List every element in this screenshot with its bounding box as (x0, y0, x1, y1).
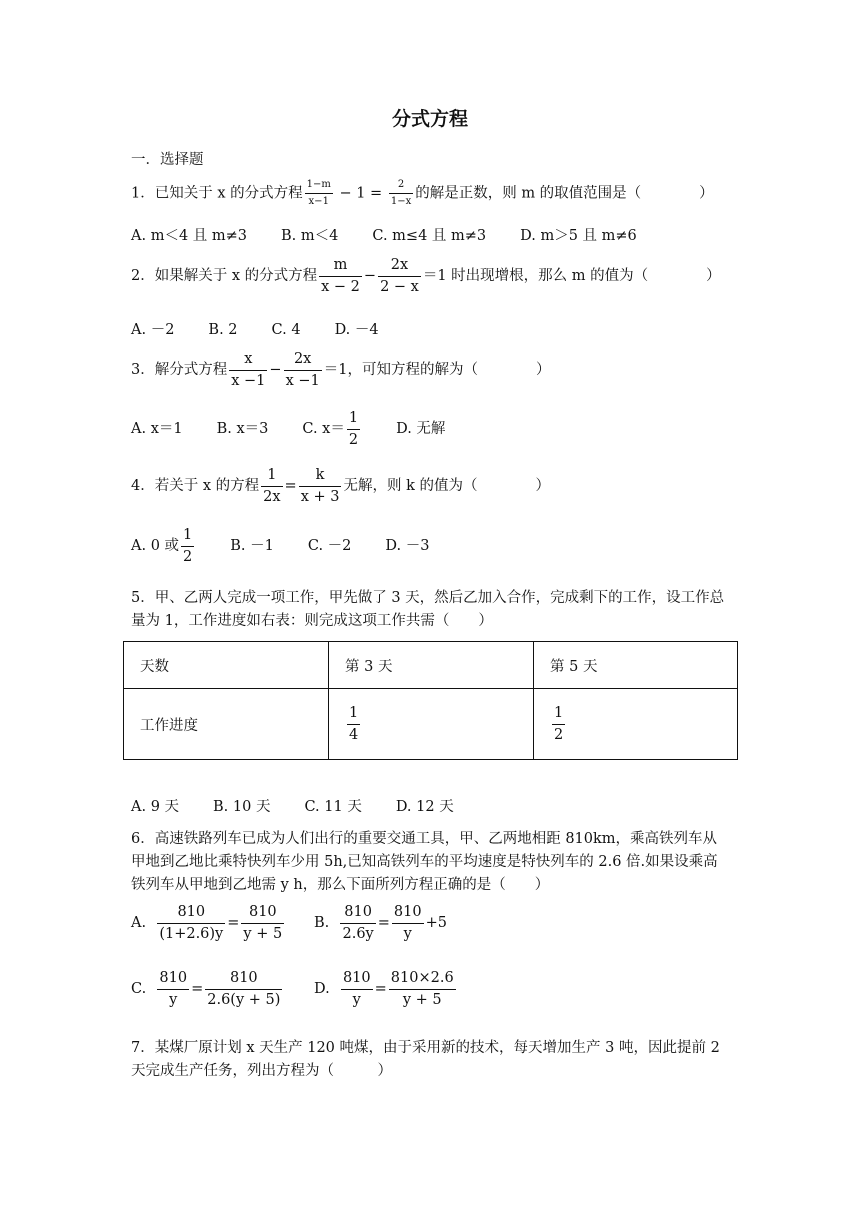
q2-option-c[interactable]: C. 4 (271, 322, 301, 338)
q2-fraction-right: $\frac{2x}{2 - x}$ (380, 257, 419, 295)
q6-a-right-fraction: $\frac{810}{y + 5}$ (243, 904, 283, 942)
question-2 (131, 258, 721, 294)
q6-option-c[interactable]: C. $\frac{810}{y}$ = $\frac{810}{2.6(y + 5)}$ (131, 970, 281, 1008)
q6-b-left-fraction: $\frac{810}{2.6y}$ (342, 904, 374, 942)
q5-option-a[interactable]: A. 9 天 (131, 799, 180, 815)
q3-option-b[interactable]: B. x＝3 (216, 421, 269, 437)
q6-option-b[interactable]: B. $\frac{810}{2.6y}$ = $\frac{810}{y}$ +5 (314, 904, 447, 942)
question-5: 5．甲、乙两人完成一项工作，甲先做了 3 天，然后乙加入合作，完成剩下的工作，设工作总量为 1，工作进度如右表：则完成这项工作共需（ ） (131, 590, 725, 629)
q2-fraction-left: $\frac{m}{x - 2}$ (321, 257, 360, 295)
q1-stem-post: 的解是正数，则 m 的取值范围是（ ） (415, 185, 714, 202)
q3-option-d[interactable]: D. 无解 (396, 421, 446, 437)
q4-option-c[interactable]: C. －2 (307, 538, 352, 554)
q4-operator: = (284, 478, 297, 494)
q1-fraction-right: $\frac{2}{1-x}$ (390, 179, 412, 207)
q3-stem-post: ＝1，可知方程的解为（ ） (323, 362, 551, 378)
q6-d-left-fraction: $\frac{810}{y}$ (342, 970, 371, 1008)
q3-option-c[interactable]: C. x＝ $\frac{1}{2}$ (302, 410, 359, 448)
q3-stem-pre: 3．解分式方程 (131, 362, 228, 378)
q3-fraction-right: $\frac{2x}{x -1}$ (285, 351, 320, 389)
q6-option-d[interactable]: D. $\frac{810}{y}$ = $\frac{810\times 2.6}{y + 5}$ (314, 970, 454, 1008)
table-cell-day5-value (534, 689, 738, 760)
q2-options (131, 318, 413, 339)
q4-fraction-left: $\frac{1}{2x}$ (263, 467, 281, 505)
table-cell-progress-label: 工作进度 (124, 689, 329, 760)
fraction-one-half: $\frac{1}{2}$ (554, 705, 564, 743)
q3-option-c-fraction: $\frac{1}{2}$ (348, 410, 359, 448)
table-header-days: 天数 (124, 642, 329, 689)
q6-c-right-fraction: $\frac{810}{2.6(y + 5)}$ (207, 970, 281, 1008)
q2-operator: − (363, 268, 377, 284)
q3-option-a[interactable]: A. x＝1 (131, 421, 183, 437)
q1-option-a[interactable]: A. m＜4 且 m≠3 (131, 228, 248, 244)
q2-stem-pre: 2．如果解关于 x 的分式方程 (131, 268, 318, 284)
q3-options (131, 411, 479, 447)
q1-options (131, 224, 671, 245)
q2-option-a[interactable]: A. －2 (131, 322, 175, 338)
q1-option-d[interactable]: D. m＞5 且 m≠6 (520, 228, 637, 244)
q4-option-a[interactable]: A. 0 或 $\frac{1}{2}$ (131, 527, 193, 565)
q4-fraction-right: $\frac{k}{x + 3}$ (300, 467, 340, 505)
q6-d-right-fraction: $\frac{810\times 2.6}{y + 5}$ (390, 970, 454, 1008)
q1-stem-pre: 1．已知关于 x 的分式方程 (131, 185, 303, 202)
question-3 (131, 352, 550, 388)
q2-option-d[interactable]: D. －4 (334, 322, 379, 338)
q6-b-right-fraction: $\frac{810}{y}$ (393, 904, 422, 942)
question-6: 6．高速铁路列车已成为人们出行的重要交通工具，甲、乙两地相距 810km，乘高铁列车从甲地到乙地比乘特快列车少用 5h,已知高铁列车的平均速度是特快列车的 2.6 倍.如果设乘高铁列车从甲地到乙地需 y h，那么下面所列方程正确的是（ ） (131, 831, 718, 893)
q4-option-d[interactable]: D. －3 (385, 538, 430, 554)
q4-stem-post: 无解，则 k 的值为（ ） (343, 478, 550, 494)
q1-fraction-left: $\frac{1-m}{x-1}$ (306, 179, 331, 207)
q6-option-a[interactable]: A. $\frac{810}{(1+2.6)y}$ = $\frac{810}{y + 5}$ (131, 904, 283, 942)
q1-stem-mid: − 1 = (334, 185, 387, 202)
q3-operator: − (269, 362, 282, 378)
question-7: 7．某煤厂原计划 x 天生产 120 吨煤，由于采用新的技术，每天增加生产 3 吨，因此提前 2 天完成生产任务，列出方程为（ ） (131, 1040, 720, 1079)
table-row (124, 689, 738, 760)
q1-option-b[interactable]: B. m＜4 (281, 228, 339, 244)
q5-option-d[interactable]: D. 12 天 (395, 799, 454, 815)
q4-option-b[interactable]: B. －1 (230, 538, 274, 554)
q1-option-c[interactable]: C. m≤4 且 m≠3 (372, 228, 487, 244)
section-heading: 一．选择题 (131, 152, 204, 168)
question-1 (131, 180, 714, 207)
q6-c-left-fraction: $\frac{810}{y}$ (159, 970, 188, 1008)
q2-option-b[interactable]: B. 2 (208, 322, 238, 338)
question-4 (131, 468, 550, 504)
q4-stem-pre: 4．若关于 x 的方程 (131, 478, 260, 494)
table-header-day3: 第 3 天 (329, 642, 534, 689)
fraction-one-quarter: $\frac{1}{4}$ (349, 705, 359, 743)
q6-a-left-fraction: $\frac{810}{(1+2.6)y}$ (159, 904, 224, 942)
table-header-day5: 第 5 天 (534, 642, 738, 689)
q4-option-a-fraction: $\frac{1}{2}$ (183, 527, 193, 565)
page-title: 分式方程 (391, 108, 468, 130)
q3-fraction-left: $\frac{x}{x -1}$ (231, 351, 266, 389)
table-row (124, 642, 738, 689)
work-progress-table (123, 641, 738, 760)
q5-options (131, 795, 488, 816)
table-cell-day3-value (329, 689, 534, 760)
q2-stem-post: ＝1 时出现增根，那么 m 的值为（ ） (422, 268, 721, 284)
q5-option-c[interactable]: C. 11 天 (304, 799, 362, 815)
q5-option-b[interactable]: B. 10 天 (213, 799, 271, 815)
q4-options (131, 528, 463, 564)
